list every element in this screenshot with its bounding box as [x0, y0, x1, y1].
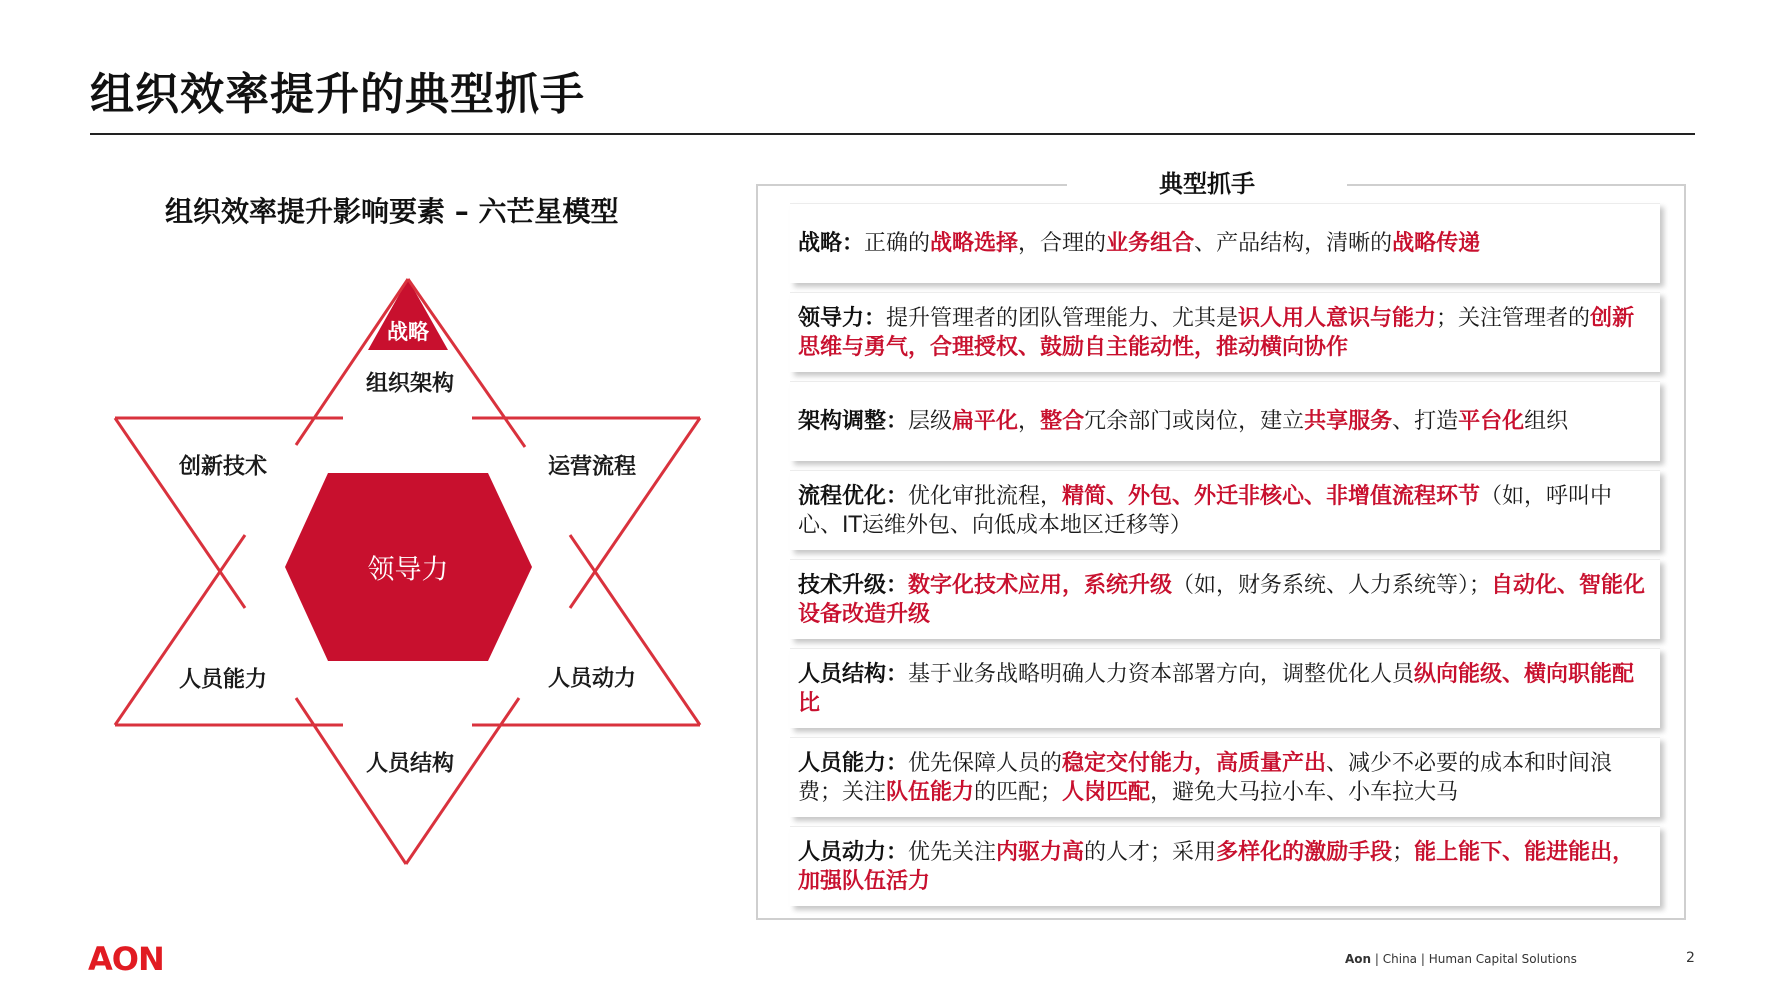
- lever-heading: 战略：: [798, 231, 865, 256]
- lever-text: [798, 229, 1480, 258]
- diagram-title: 组织效率提升影响要素 – 六芒星模型: [165, 195, 619, 228]
- lever-text: [798, 482, 1646, 540]
- highlight-text: 多样化的激励手段: [1216, 839, 1393, 865]
- body-text: 层级: [908, 409, 953, 434]
- page-title: 组织效率提升的典型抓手: [90, 69, 585, 120]
- body-text: 正确的: [864, 231, 931, 256]
- body-text: 、产品结构，清晰的: [1194, 231, 1393, 256]
- footer-brand: Aon: [1345, 952, 1372, 966]
- strategy-label: 战略: [387, 320, 429, 344]
- panel-title: 典型抓手: [1067, 164, 1347, 199]
- highlight-text: 扁平化: [952, 409, 1019, 434]
- highlight-text: 能上能下、能进能出，加强队伍活力: [798, 839, 1635, 894]
- highlight-text: 战略传递: [1392, 231, 1481, 256]
- highlight-text: 数字化技术应用，系统升级: [908, 572, 1173, 598]
- org-structure-label: 组织架构: [365, 371, 455, 397]
- lever-text: [798, 571, 1646, 629]
- body-text: 、减少不必要的成本和时间浪费；关注: [798, 750, 1613, 805]
- lever-heading: 人员能力：: [798, 750, 909, 776]
- lever-heading: 技术升级：: [798, 572, 909, 598]
- star-edge: [296, 279, 408, 445]
- lever-card: [790, 292, 1660, 372]
- lever-card: [790, 648, 1660, 728]
- lever-card: [790, 559, 1660, 639]
- lever-text: [798, 838, 1646, 896]
- highlight-text: 精简、外包、外迁非核心、非增值流程环节: [1062, 483, 1481, 509]
- highlight-text: 内驱力高: [996, 839, 1085, 865]
- body-text: ；: [1392, 839, 1415, 865]
- star-edge: [570, 535, 700, 725]
- star-edge: [406, 698, 519, 864]
- highlight-text: 共享服务: [1304, 409, 1393, 434]
- highlight-text: 稳定交付能力，高质量产出: [1062, 750, 1327, 776]
- highlight-text: 整合: [1040, 409, 1085, 434]
- body-text: ，: [1018, 409, 1041, 434]
- operations-label: 运营流程: [547, 454, 637, 480]
- highlight-text: 创新思维与勇气，合理授权、鼓励自主能动性，推动横向协作: [798, 305, 1635, 360]
- body-text: 的人才；采用: [1084, 839, 1217, 865]
- body-text: ；关注管理者的: [1436, 305, 1591, 331]
- staffing-label: 人员结构: [365, 751, 455, 777]
- lever-text: [798, 304, 1646, 362]
- body-text: 冗余部门或岗位，建立: [1084, 409, 1305, 434]
- body-text: ，避免大马拉小车、小车拉大马: [1150, 779, 1459, 805]
- lever-heading: 人员结构：: [798, 661, 909, 687]
- lever-heading: 流程优化：: [798, 483, 909, 509]
- aon-logo: AON: [88, 940, 164, 978]
- lever-card: [790, 470, 1660, 550]
- star-edge: [408, 279, 525, 447]
- footer-tagline: | China | Human Capital Solutions: [1371, 952, 1577, 966]
- lever-text: [798, 660, 1646, 718]
- lever-cards: [790, 203, 1660, 915]
- lever-text: [798, 407, 1568, 436]
- body-text: 组织: [1524, 409, 1569, 434]
- star-edge: [115, 535, 245, 725]
- body-text: 、打造: [1392, 409, 1459, 434]
- lever-card: [790, 826, 1660, 906]
- highlight-text: 队伍能力: [886, 779, 975, 805]
- body-text: 的匹配；: [974, 779, 1063, 805]
- body-text: （如，财务系统、人力系统等）；: [1172, 572, 1492, 598]
- body-text: ，合理的: [1018, 231, 1107, 256]
- lever-card: [790, 737, 1660, 817]
- highlight-text: 自动化、智能化设备改造升级: [798, 572, 1646, 627]
- body-text: 优化审批流程，: [908, 483, 1063, 509]
- body-text: 基于业务战略明确人力资本部署方向，调整优化人员: [908, 661, 1415, 687]
- body-text: （如，呼叫中心、IT运维外包、向低成本地区迁移等）: [798, 483, 1613, 538]
- leadership-label: 领导力: [367, 554, 449, 586]
- lever-text: [798, 749, 1646, 807]
- lever-heading: 架构调整：: [798, 409, 909, 434]
- lever-heading: 人员动力：: [798, 839, 909, 865]
- star-edge: [115, 418, 245, 608]
- highlight-text: 平台化: [1458, 409, 1525, 434]
- highlight-text: 人岗匹配: [1062, 779, 1151, 805]
- star-edge: [296, 698, 406, 864]
- page-number: 2: [1686, 950, 1695, 966]
- footer-text: [1345, 952, 1577, 966]
- lever-card: [790, 203, 1660, 283]
- highlight-text: 业务组合: [1106, 231, 1195, 256]
- body-text: 优先关注: [908, 839, 997, 865]
- lever-heading: 领导力：: [798, 305, 887, 331]
- body-text: 优先保障人员的: [908, 750, 1063, 776]
- motivation-label: 人员动力: [547, 666, 637, 692]
- lever-card: [790, 381, 1660, 461]
- highlight-text: 纵向能级、横向职能配比: [798, 661, 1635, 716]
- highlight-text: 战略选择: [930, 231, 1019, 256]
- innovation-label: 创新技术: [178, 454, 268, 480]
- body-text: 提升管理者的团队管理能力、尤其是: [886, 305, 1239, 331]
- highlight-text: 识人用人意识与能力: [1238, 305, 1437, 331]
- star-edge: [570, 418, 700, 608]
- capability-label: 人员能力: [178, 667, 268, 693]
